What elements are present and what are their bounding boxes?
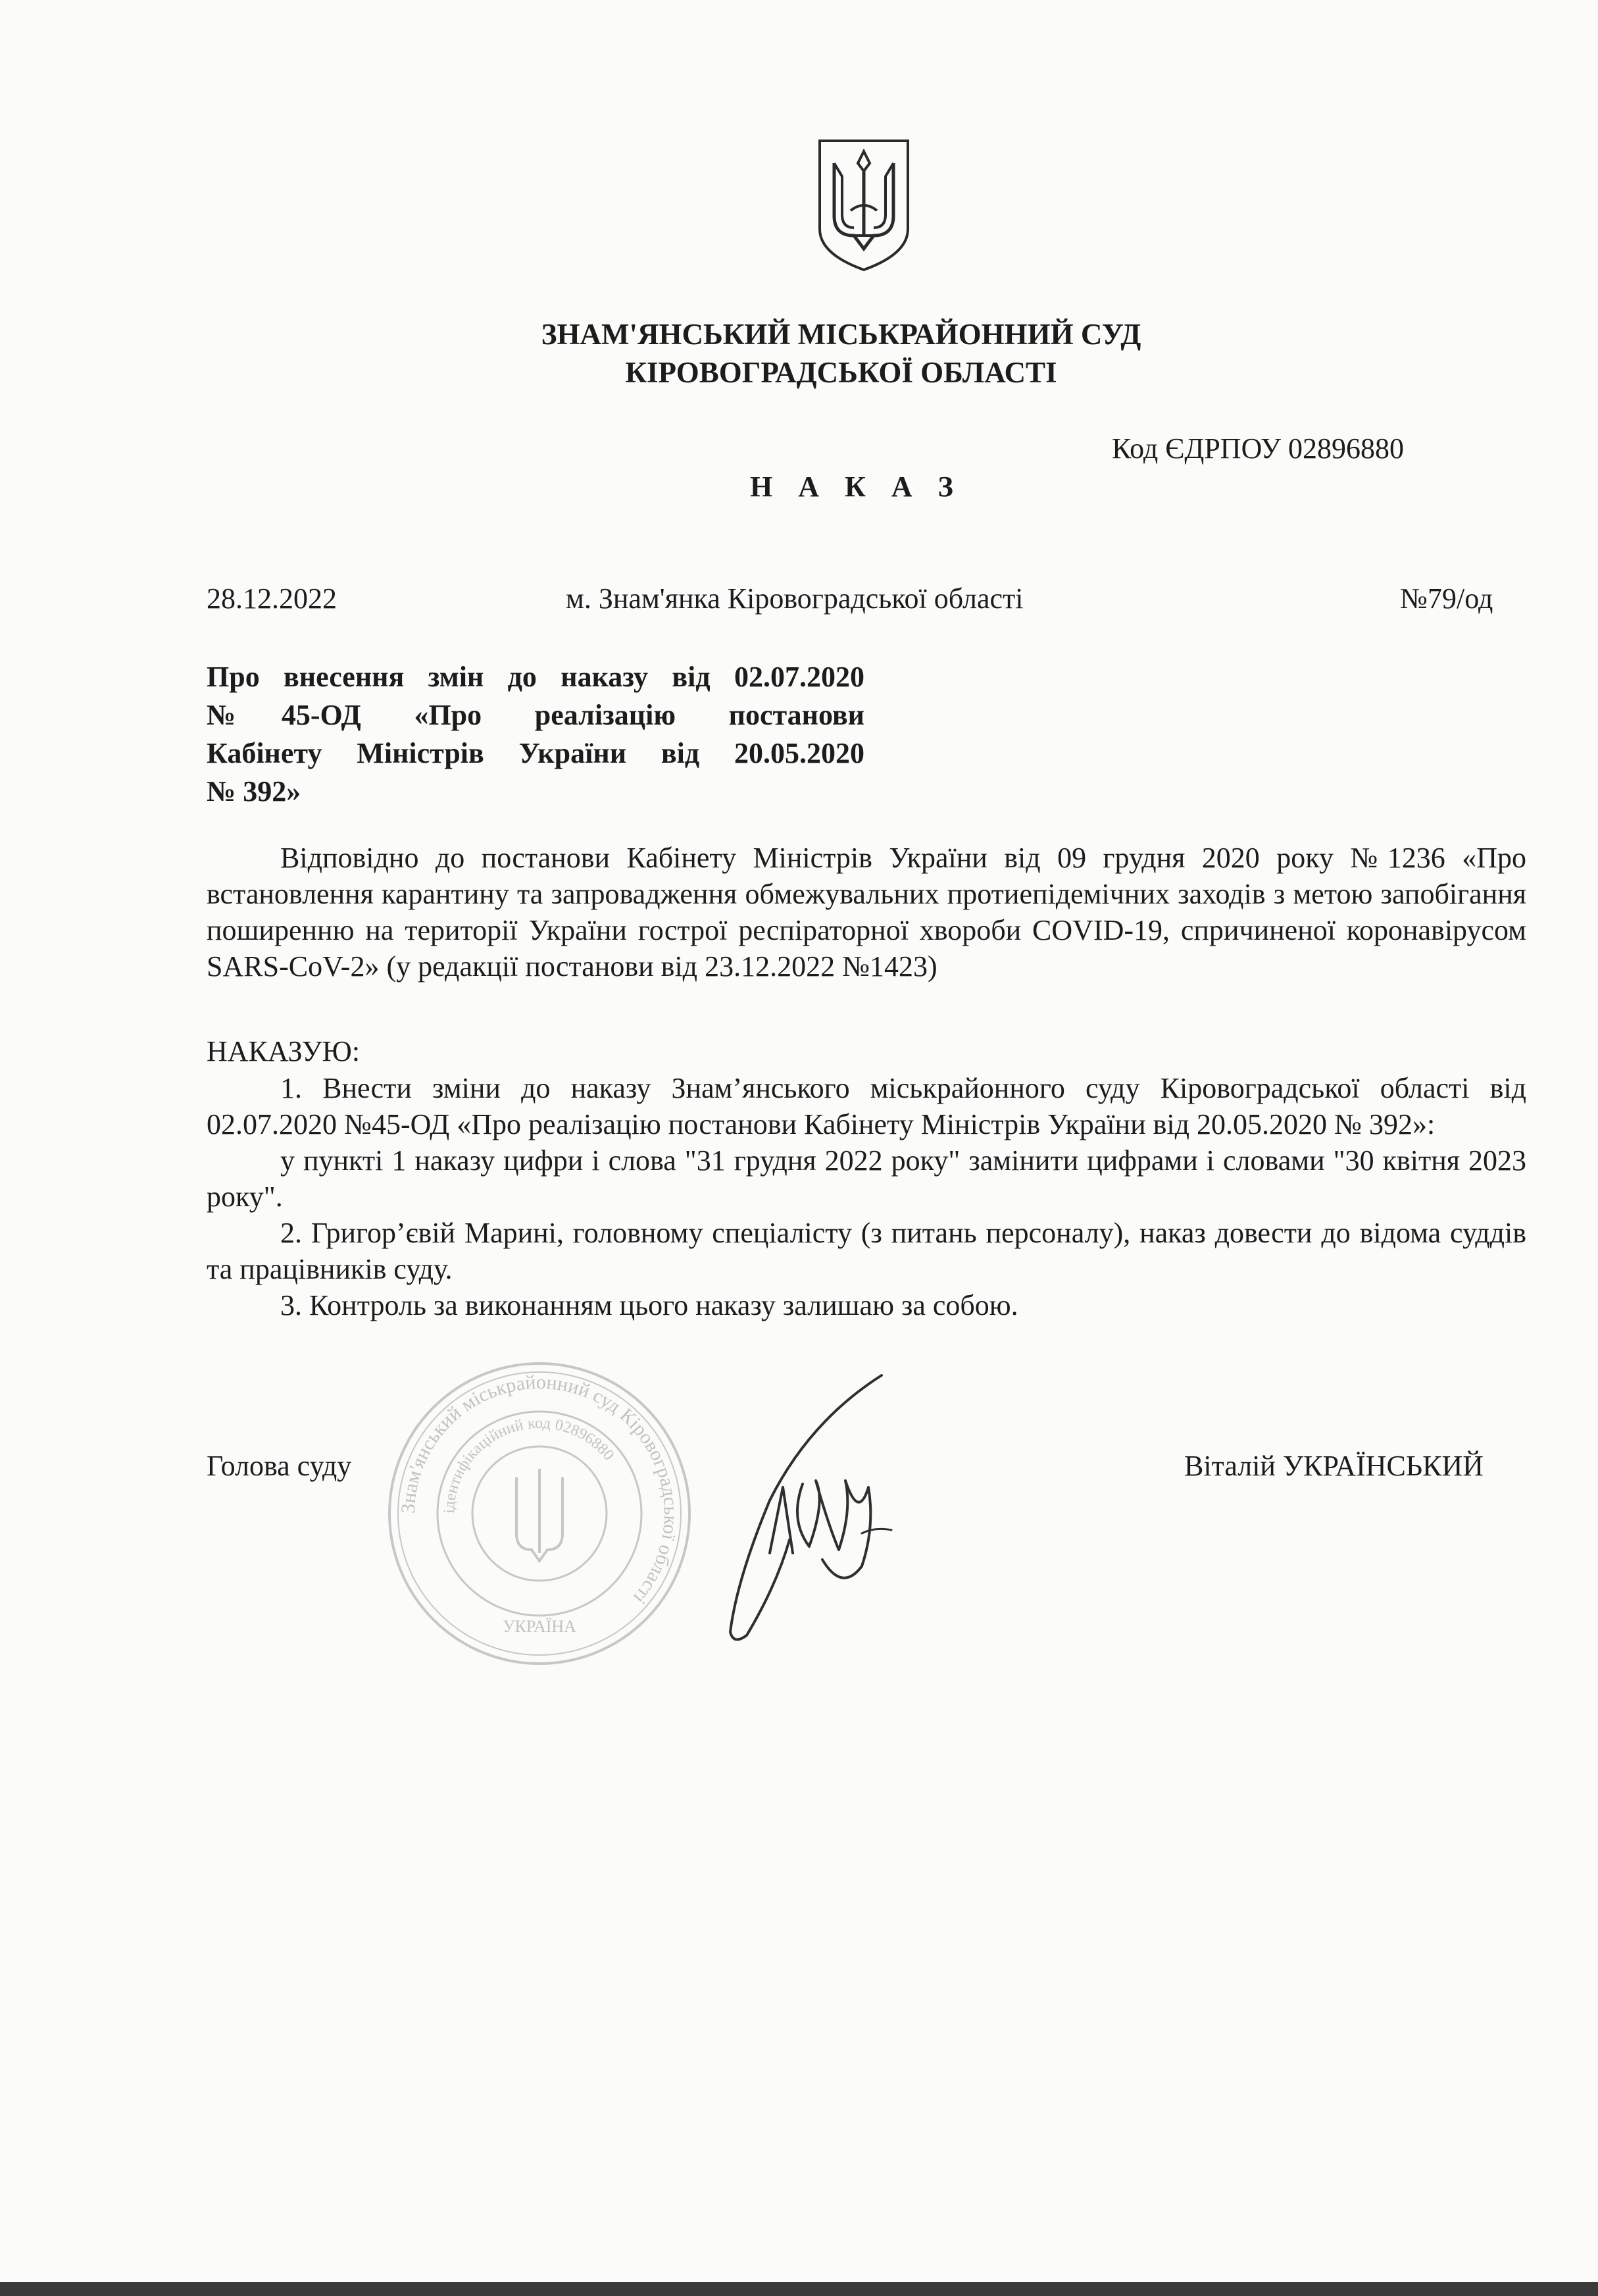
subject-line: Про внесення змін до наказу від 02.07.2020: [207, 661, 864, 693]
stamp-outer-text: Знам'янський міськрайонний суд Кіровоградської області: [397, 1371, 682, 1608]
document-title: Н А К А З: [750, 471, 962, 503]
legal-basis: [207, 840, 1526, 984]
order-items: [207, 1070, 1526, 1323]
document-date: 28.12.2022: [207, 582, 337, 615]
signer-name: Віталій УКРАЇНСЬКИЙ: [1184, 1450, 1484, 1482]
order-item: 2. Григор’євій Марині, головному спеціалісту (з питань персоналу), наказ довести до відома суддів та працівників суду.: [207, 1217, 1526, 1285]
order-subject: [207, 658, 864, 811]
handwritten-signature: [711, 1369, 921, 1658]
stamp-inner-text: ідентифікаційний код 02896880: [440, 1414, 618, 1514]
subject-line: №45-ОД «Про реалізацію постанови: [207, 699, 864, 731]
subject-line: № 392»: [207, 775, 301, 807]
edrpou-code: Код ЄДРПОУ 02896880: [1112, 432, 1405, 465]
subject-line: Кабінету Міністрів України від 20.05.2020: [207, 737, 864, 769]
order-item: у пункті 1 наказу цифри і слова "31 грудня 2022 року" замінити цифрами і словами "30 квітня 2023 року".: [207, 1144, 1526, 1213]
order-item: 3. Контроль за виконанням цього наказу залишаю за собою.: [280, 1289, 1018, 1321]
stamp-country: УКРАЇНА: [503, 1617, 576, 1636]
legal-basis-text: Відповідно до постанови Кабінету Міністрів України від 09 грудня 2020 року №1236 «Про встановлення карантину та запровадження обмежувальних протиепідемічних заходів з метою запобігання поширенню на території України гострої респіраторної хвороби COVID-19, спричиненої коронавірусом SARS-CoV-2» (у редакції постанови від 23.12.2022 №1423): [207, 842, 1526, 982]
court-name-line2: КІРОВОГРАДСЬКОЇ ОБЛАСТІ: [625, 356, 1057, 389]
order-heading: НАКАЗУЮ:: [207, 1035, 361, 1067]
order-item: 1. Внести зміни до наказу Знам’янського міськрайонного суду Кіровоградської області від 02.07.2020 №45-ОД «Про реалізацію постанови Кабінету Міністрів України від 20.05.2020 № 392»:: [207, 1072, 1526, 1140]
document-place: м. Знам'янка Кіровоградської області: [566, 582, 1024, 615]
court-name-line1: ЗНАМ'ЯНСЬКИЙ МІСЬКРАЙОННИЙ СУД: [541, 318, 1141, 351]
trident-coat-of-arms-icon: [814, 137, 913, 274]
court-seal-stamp: [382, 1356, 697, 1671]
document-number: №79/од: [1400, 582, 1493, 615]
signer-position: Голова суду: [207, 1450, 352, 1482]
scan-edge: [0, 2282, 1598, 2296]
